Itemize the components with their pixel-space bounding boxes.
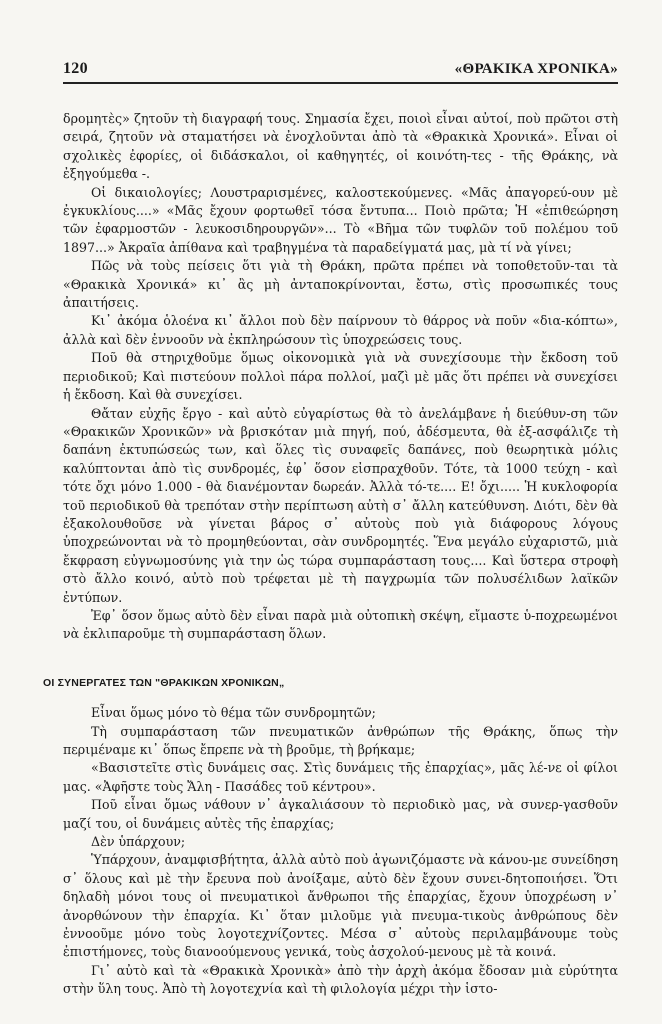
article-body: [43, 110, 618, 999]
section-collaborators: [63, 704, 618, 999]
section-subscriptions: [63, 110, 618, 644]
paragraph: δρομητὲς» ζητοῦν τὴ διαγραφή τους. Σημασία ἔχει, ποιοὶ εἶναι αὐτοί, ποὺ πρῶτοι στὴ σειρά, ζητοῦν νὰ σταματήσει νὰ ἐνοχλοῦνται ἀπὸ τὰ «Θρακικὰ Χρονικά». Εἶναι οἱ σχολικὲς ἐφορίες, οἱ διδάσκαλοι, οἱ καθηγητές, οἱ κοινότη-τες - τῆς Θράκης, νὰ ἐξηγούμεθα -.: [63, 111, 618, 182]
paragraph: Ὑπάρχουν, ἀναμφισβήτητα, ἀλλὰ αὐτὸ ποὺ ἀγωνιζόμαστε νὰ κάνου-με συνείδηση σ᾽ ὅλους καὶ μὲ τὴν ἔρευνα ποὺ ἀνοίξαμε, αὐτὸ δὲν ἔχουν συνει-δητοποιήσει. Ὅτι δηλαδὴ μόνοι τους οἱ πνευματικοὶ ἄνθρωποι τῆς ἐπαρχίας, ἔχουν ὑποχρέωση ν᾽ ἀνορθώνουν τὴν ἐπαρχία. Κι᾽ ὅταν μιλοῦμε γιὰ πνευμα-τικοὺς ἀνθρώπους δὲν ἐννοοῦμε μόνο τοὺς λογοτεχνίζοντες. Μέσα σ᾽ αὐτοὺς περιλαμβάνουμε τοὺς ἐπιστήμονες, τοὺς διανοούμενους γενικά, τοὺς ἀσχολού-μενους μὲ τὰ κοινά.: [63, 852, 618, 960]
paragraph: «Βασιστεῖτε στὶς δυνάμεις σας. Στὶς δυνάμεις τῆς ἐπαρχίας», μᾶς λέ-νε οἱ φίλοι μας. «Ἀφῆστε τοὺς Ἄλη - Πασάδες τοῦ κέντρου».: [63, 760, 618, 794]
header-rule: [63, 82, 618, 84]
paragraph: Ποῦ θὰ στηριχθοῦμε ὅμως οἰκονομικὰ γιὰ νὰ συνεχίσουμε τὴν ἔκδοση τοῦ περιοδικοῦ; Καὶ πιστεύουν πολλοὶ πάρα πολλοί, μαζὶ μὲ μᾶς ὅτι πρέπει νὰ συνεχίσει ἡ ἔκδοση. Καὶ θὰ συνεχίσει.: [63, 350, 618, 403]
paragraph: Δὲν ὑπάρχουν;: [91, 834, 186, 850]
paragraph: Θἄταν εὐχῆς ἔργο - καὶ αὐτὸ εὐγαρίστως θὰ τὸ ἀνελάμβανε ἡ διεύθυν-ση τῶν «Θρακικῶν Χρονικῶν» νὰ βρισκόταν μιὰ πηγή, πού, ἀδέσμευτα, θὰ ἐξ-ασφάλιζε τὴ δαπάνη ἐκτυπώσεώς των, καὶ ὅλες τὶς συναφεῖς δαπάνες, ποὺ θεωρητικὰ μόλις καλύπτονται ἀπὸ τὶς συνδρομές, ἐφ᾽ ὅσον εἰσπραχθοῦν. Τότε, τὰ 1000 τεύχη - καὶ τότε ὄχι μόνο 1.000 - θὰ διανέμονταν δωρεάν. Ἀλλὰ τό-τε.... Ε! ὄχι..... Ἡ κυκλοφορία τοῦ περιοδικοῦ θὰ τρεπόταν στὴν περίπτωση αὐτὴ σ᾽ ἄλλη κατεύθυνση. Διότι, δὲν θὰ ἐξακολουθοῦσε νὰ γίνεται βάρος σ᾽ αὐτοὺς ποὺ γιὰ διάφορους λόγους ὑποχρεώνονται νὰ τὸ προμηθεύονται, σὰν συνδρομητές. Ἕνα μεγάλο εὐχαριστῶ, μιὰ ἔκφραση εὐγνωμοσύνης γιὰ την ὡς τώρα συμπαράσταση τους.... Καὶ ὕστερα στροφὴ στὸ ἄλλο κοινό, αὐτὸ ποὺ τρέφεται μὲ τὴ παγχρωμία τῶν πολυσέλιδων λαϊκῶν ἐντύπων.: [63, 405, 618, 605]
paragraph: Εἶναι ὅμως μόνο τὸ θέμα τῶν συνδρομητῶν;: [91, 705, 376, 721]
section-heading: ΟΙ ΣΥΝΕΡΓΑΤΕΣ ΤΩΝ "ΘΡΑΚΙΚΩΝ ΧΡΟΝΙΚΩΝ„: [43, 676, 285, 689]
paragraph: Γι᾽ αὐτὸ καὶ τὰ «Θρακικὰ Χρονικὰ» ἀπὸ τὴν ἀρχὴ ἀκόμα ἔδοσαν μιὰ εὐρύτητα στὴν ὕλη τους. Ἀπὸ τὴ λογοτεχνία καὶ τὴ φιλολογία μέχρι τὴν ἱστο-: [63, 962, 618, 997]
page-number: 120: [63, 60, 88, 77]
journal-title: «ΘΡΑΚΙΚΑ ΧΡΟΝΙΚΑ»: [454, 61, 618, 77]
paragraph: Πῶς νὰ τοὺς πείσεις ὅτι γιὰ τὴ Θράκη, πρῶτα πρέπει νὰ τοποθετοῦν-ται τὰ «Θρακικὰ Χρονικά» κι᾽ ἂς μὴ ἀνταποκρίνονται, ἔστω, στὶς προσωπικές τους ἀπαιτήσεις.: [63, 258, 618, 311]
paragraph: Ποῦ εἶναι ὅμως νάθουν ν᾽ ἀγκαλιάσουν τὸ περιοδικὸ μας, νὰ συνερ-γασθοῦν μαζί του, οἱ δυνάμεις αὐτὲς τῆς ἐπαρχίας;: [63, 797, 618, 831]
paragraph: Κι᾽ ἀκόμα ὁλοένα κι᾽ ἄλλοι ποὺ δὲν παίρνουν τὸ θάρρος νὰ ποῦν «δια-κόπτω», ἀλλὰ καὶ δὲν ἐννοοῦν νὰ ἐκπληρώσουν τὶς ὑποχρεώσεις τους.: [63, 313, 618, 347]
paragraph: Τὴ συμπαράσταση τῶν πνευματικῶν ἀνθρώπων τῆς Θράκης, ὅπως τὴν περιμέναμε κι᾽ ὅπως ἔπρεπε νὰ τὴ βροῦμε, τὴ βρήκαμε;: [63, 723, 618, 757]
page-header: [63, 60, 618, 78]
paragraph: Ἐφ᾽ ὅσον ὅμως αὐτὸ δὲν εἶναι παρὰ μιὰ οὐτοπικὴ σκέψη, εἴμαστε ὑ-ποχρεωμένοι νὰ ἐκλιπαροῦμε τὴ συμπαράσταση ὅλων.: [63, 607, 618, 642]
paragraph: Οἱ δικαιολογίες; Λουστραρισμένες, καλοστεκούμενες. «Μᾶς ἀπαγορεύ-ουν μὲ ἐγκυκλίους....» «Μᾶς ἔχουν φορτωθεῖ τόσα ἔντυπα... Ποιὸ πρῶτα; Ἡ «ἐπιθεώρηση τῶν ἐφαρμοστῶν - λευκοσιδηρουργῶν»... Τὸ «Βῆμα τῶν τυφλῶν τοῦ πολέμου τοῦ 1897...» Ἀκραῖα ἀπίθανα καὶ τραβηγμένα τὰ παραδείγματά μας, μὰ τί νὰ γίνει;: [63, 184, 618, 255]
